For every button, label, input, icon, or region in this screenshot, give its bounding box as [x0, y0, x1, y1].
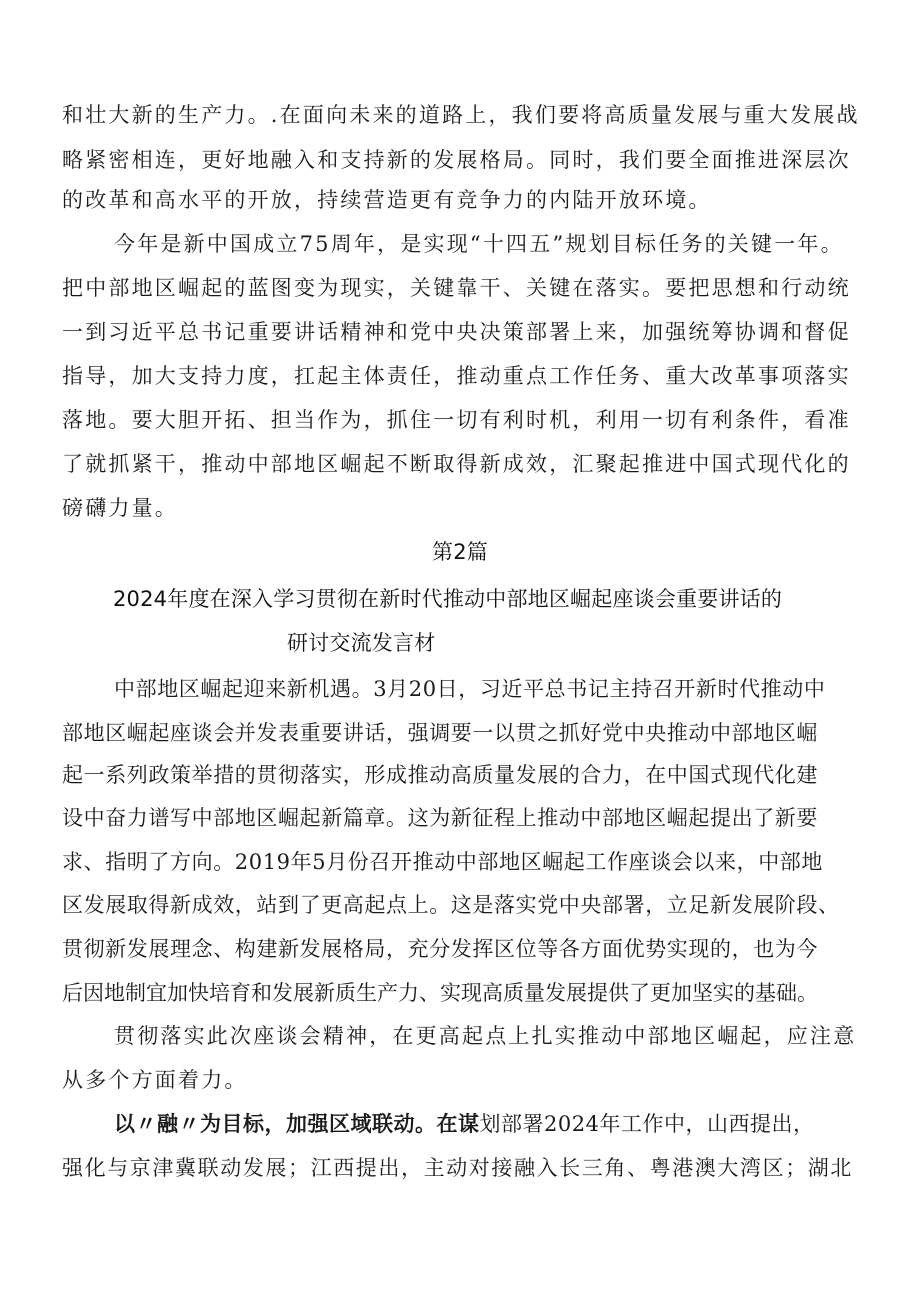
paragraph-line: 起一系列政策举措的贯彻落实，形成推动高质量发展的合力，在中国式现代化建 [62, 763, 818, 787]
paragraph-line: 把中部地区崛起的蓝图变为现实，关键靠干、关键在落实。要把思想和行动统 [62, 276, 851, 300]
paragraph-line: 强化与京津冀联动发展；江西提出，主动对接融入长三角、粤港澳大湾区；湖北 [62, 1156, 853, 1180]
paragraph-text: 划部署2024年工作中，山西提出， [479, 1112, 815, 1136]
paragraph-line: 落地。要大胆开拓、担当作为，抓住一切有利时机，利用一切有利条件，看准 [62, 408, 851, 432]
paragraph-line [114, 1110, 814, 1138]
paragraph-line: 从多个方面着力。 [62, 1068, 248, 1092]
paragraph-line: 今年是新中国成立75周年，是实现“十四五”规划目标任务的关键一年。 [114, 232, 844, 256]
paragraph-line: 部地区崛起座谈会并发表重要讲话，强调要一以贯之抓好党中央推动中部地区崛 [62, 721, 818, 745]
paragraph-line: 设中奋力谱写中部地区崛起新篇章。这为新征程上推动中部地区崛起提出了新要 [62, 806, 818, 830]
section-title-continued: 研讨交流发言材 [287, 631, 436, 655]
paragraph-line: 区发展取得新成效，站到了更高起点上。这是落实党中央部署，立足新发展阶段、 [62, 893, 840, 917]
paragraph-line: 贯彻新发展理念、构建新发展格局，充分发挥区位等各方面优势实现的，也为今 [62, 937, 818, 961]
paragraph-line: 后因地制宜加快培育和发展新质生产力、实现高质量发展提供了更加坚实的基础。 [62, 981, 818, 1005]
paragraph-line: 了就抓紧干，推动中部地区崛起不断取得新成效，汇聚起推进中国式现代化的 [62, 452, 851, 476]
paragraph-line: 中部地区崛起迎来新机遇。3月20日，习近平总书记主持召开新时代推动中 [114, 677, 826, 701]
bold-lead-phrase: 以〃融〃为目标，加强区域联动。在谋 [114, 1112, 480, 1136]
paragraph-line: 贯彻落实此次座谈会精神，在更高起点上扎实推动中部地区崛起，应注意 [114, 1024, 857, 1048]
paragraph-line: 磅礴力量。 [62, 496, 178, 520]
section-title: 2024年度在深入学习贯彻在新时代推动中部地区崛起座谈会重要讲话的 [113, 587, 783, 611]
paragraph-line: 求、指明了方向。2019年5月份召开推动中部地区崛起工作座谈会以来，中部地 [62, 850, 824, 874]
paragraph-line: 一到习近平总书记重要讲话精神和党中央决策部署上来，加强统筹协调和督促 [62, 320, 851, 344]
section-number: 第2篇 [432, 540, 488, 564]
paragraph-line: 指导，加大支持力度，扛起主体责任，推动重点工作任务、重大改革事项落实 [62, 364, 851, 388]
paragraph-line: 和壮大新的生产力。.在面向未来的道路上，我们要将高质量发展与重大发展战 [62, 103, 860, 127]
paragraph-line: 的改革和高水平的开放，持续营造更有竞争力的内陆开放环境。 [62, 188, 712, 212]
paragraph-line: 略紧密相连，更好地融入和支持新的发展格局。同时，我们要全面推进深层次 [62, 148, 851, 172]
